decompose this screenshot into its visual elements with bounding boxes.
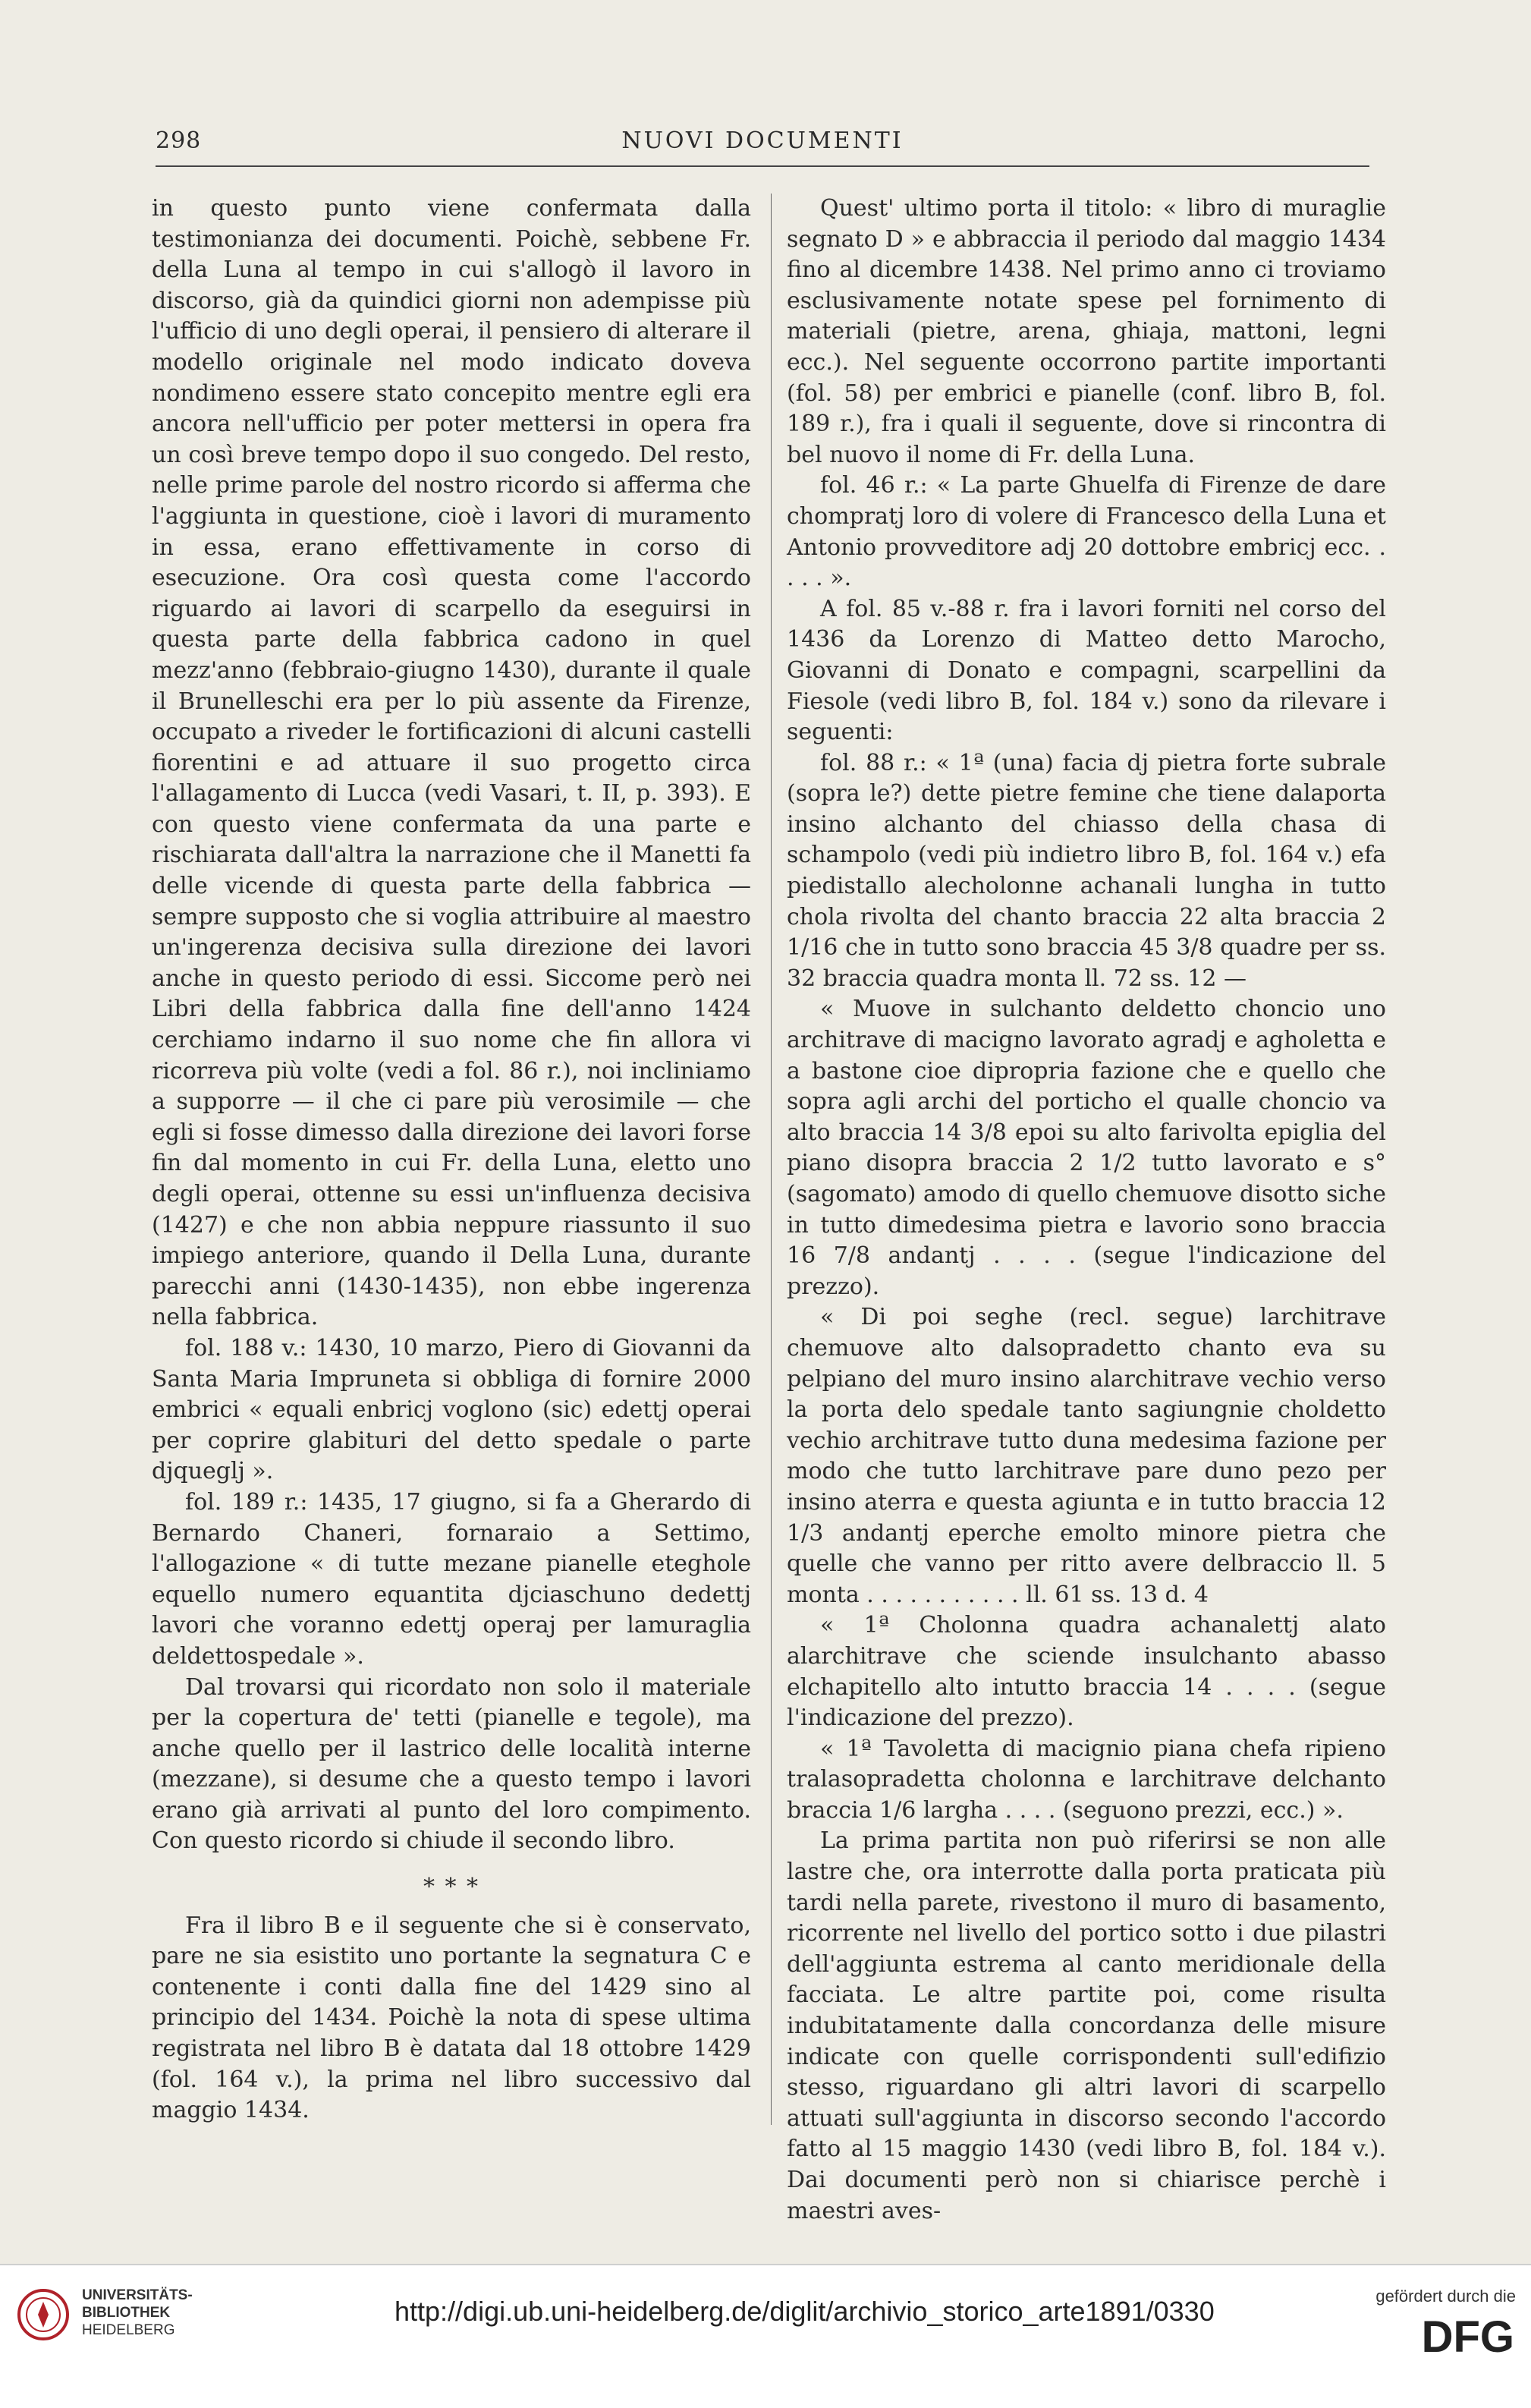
paragraph: Dal trovarsi qui ricordato non solo il materiale per la copertura de' tetti (pianelle e tegole), ma anche quello per il lastrico delle località interne (mezzane), si desume che a questo tempo i lavori erano già arrivati al punto del loro compimento. Con questo ricordo si chiude il secondo libro. [152, 1673, 751, 1855]
library-name-line: HEIDELBERG [82, 2322, 175, 2338]
paragraph: « 1ª Cholonna quadra achanalettj alato alarchitrave che sciende insulchanto abasso elchapitello alto intutto braccia 14 . . . . (segue l'indicazione del prezzo). [787, 1612, 1386, 1732]
paragraph: « Di poi seghe (recl. segue) larchitrave chemuove alto dalsopradetto chanto eva su pelpiano del muro insino alarchitrave vechio verso la porta delo spedale tanto sagiungnie choldetto vechio architrave tutto duna medesima fazione per modo che tutto larchitrave pare duno pezo per insino aterra e questa agiunta e in tutto braccia 12 1/3 andantj eperche emolto minore pietra che quelle che vanno per ritto avere delbraccio ll. 5 monta . . . . . . . . . . . ll. 61 ss. 13 d. 4 [787, 1304, 1386, 1608]
paragraph: fol. 46 r.: « La parte Ghuelfa di Firenze de dare chompratj loro di volere di Francesco della Luna et Antonio provveditore adj 20 dottobre embricj ecc. . . . . ». [787, 472, 1386, 592]
dfg-logo-icon [1394, 2312, 1516, 2358]
sponsor-block [1375, 2287, 1516, 2361]
paragraph: « Muove in sulchanto deldetto choncio uno architrave di macigno lavorato agradj e agholetta e a bastone cioe dipropria fazione che e quello che sopra agli archi del porticho el qualle choncio va alto braccia 14 3/8 epoi su alto farivolta epiglia del piano disopra braccia 2 1/2 tutto lavorato e s° (sagomato) amodo di quello chemuove disotto siche in tutto dimedesima pietra e lavorio sono braccia 16 7/8 andantj . . . . (segue l'indicazione del prezzo). [787, 996, 1386, 1300]
university-seal-icon [17, 2288, 70, 2341]
paragraph: in questo punto viene confermata dalla testimonianza dei documenti. Poichè, sebbene Fr. della Luna al tempo in cui s'allogò il lavoro in discorso, già da quindici giorni non adempisse più l'ufficio di uno degli operai, il pensiero di alterare il modello originale nel modo indicato doveva nondimeno essere stato concepito mentre egli era ancora nell'ufficio per poter mettersi in opera fra un così breve tempo dopo il suo congedo. Del resto, nelle prime parole del nostro ricordo si afferma che l'aggiunta in questione, cioè i lavori di muramento in essa, erano effettivamente in corso di esecuzione. Ora così questa come l'accordo riguardo ai lavori di scarpello da eseguirsi in questa parte della fabbrica cadono in quel mezz'anno (febbraio-giugno 1430), durante il quale il Brunelleschi era per lo più assente da Firenze, occupato a riveder le fortificazioni di alcuni castelli fiorentini e ad attuare il suo progetto circa l'allagamento di Lucca (vedi Vasari, t. II, p. 393). E con questo viene confermata da una parte e rischiarata dall'altra la narrazione che il Manetti fa delle vicende di questa parte della fabbrica — sempre supposto che si voglia attribuire al maestro un'ingerenza decisiva sulla direzione dei lavori anche in questo periodo di essi. Siccome però nei Libri della fabbrica dalla fine dell'anno 1424 cerchiamo indarno il suo nome che fin allora vi ricorreva più volte (vedi a fol. 86 r.), noi incliniamo a supporre — il che ci pare più verosimile — che egli si fosse dimesso dalla direzione dei lavori forse fin dal momento in cui Fr. della Luna, eletto uno degli operai, ottenne su essi un'influenza decisiva (1427) e che non abbia neppure riassunto il suo impiego anteriore, quando il Della Luna, durante parecchi anni (1430-1435), non ebbe ingerenza nella fabbrica. [152, 195, 751, 1331]
paragraph: fol. 189 r.: 1435, 17 giugno, si fa a Gherardo di Bernardo Chaneri, fornaraio a Settimo, l'allogazione « di tutte mezane pianelle eteghole equello numero equantita djciaschuno dedettj lavori che voranno edettj operaj per lamuraglia deldettospedale ». [152, 1488, 751, 1670]
right-column [787, 194, 1386, 2227]
sponsor-text: gefördert durch die [1375, 2287, 1516, 2306]
paragraph: A fol. 85 v.-88 r. fra i lavori forniti nel corso del 1436 da Lorenzo di Matteo detto Marocho, Giovanni di Donato e compagni, scarpellini da Fiesole (vedi libro B, fol. 184 v.) sono da rilevare i seguenti: [787, 595, 1386, 746]
library-name-line: BIBLIOTHEK [82, 2305, 171, 2321]
paragraph: Fra il libro B e il seguente che si è conservato, pare ne sia esistito uno portante la segnatura C e contenente i conti dalla fine del 1429 sino al principio del 1434. Poichè la nota di spese ultima registrata nel libro B è datata dal 18 ottobre 1429 (fol. 164 v.), la prima nel libro successivo dal maggio 1434. [152, 1912, 751, 2124]
permalink-url[interactable]: http://digi.ub.uni-heidelberg.de/diglit/archivio_storico_arte1891/0330 [395, 2296, 1215, 2327]
library-name-line: UNIVERSITÄTS- [82, 2287, 193, 2303]
left-column [152, 194, 751, 2126]
dfg-logo-text: DFG [1421, 2312, 1514, 2358]
library-name [82, 2287, 193, 2339]
paragraph: fol. 188 v.: 1430, 10 marzo, Piero di Giovanni da Santa Maria Impruneta si obbliga di fornire 2000 embrici « equali enbricj voglono (sic) edettj operai per coprire glabituri del detto spedale o parte djqueglj ». [152, 1334, 751, 1485]
running-title: NUOVI DOCUMENTI [621, 127, 904, 154]
digitization-footer [0, 2264, 1531, 2408]
section-separator: * * * [423, 1874, 480, 1901]
paragraph: Quest' ultimo porta il titolo: « libro di muraglie segnato D » e abbraccia il periodo dal maggio 1434 fino al dicembre 1438. Nel primo anno ci troviamo esclusivamente notate spese pel fornimento di materiali (pietre, arena, ghiaja, mattoni, legni ecc.). Nel seguente occorrono partite importanti (fol. 58) per embrici e pianelle (conf. libro B, fol. 189 r.), fra i quali il seguente, dove si rincontra di bel nuovo il nome di Fr. della Luna. [787, 195, 1386, 468]
column-divider [771, 194, 772, 2125]
paragraph: La prima partita non può riferirsi se non alle lastre che, ora interrotte dalla porta praticata più tardi nella parete, rivestono il muro di basamento, ricorrente nel livello del portico sotto i due pilastri dell'aggiunta estrema al canto meridionale della facciata. Le altre partite poi, come risulta indubitatamente dalla concordanza delle misure indicate con quelle corrispondenti sull'edifizio stesso, riguardano gli altri lavori di scarpello attuati sull'aggiunta in discorso secondo l'accordo fatto al 15 maggio 1430 (vedi libro B, fol. 184 v.). Dai documenti però non si chiarisce perchè i maestri aves- [787, 1827, 1386, 2224]
page-number: 298 [156, 127, 202, 154]
header-rule [156, 165, 1369, 167]
paragraph: fol. 88 r.: « 1ª (una) facia dj pietra forte subrale (sopra le?) dette pietre femine che tiene dalaporta insino alchanto del chiasso della chasa di schampolo (vedi più indietro libro B, fol. 164 v.) efa piedistallo alecholonne achanali lungha in tutto chola rivolta del chanto braccia 22 alta braccia 2 1/16 che in tutto sono braccia 45 3/8 quadre per ss. 32 braccia quadra monta ll. 72 ss. 12 — [787, 749, 1386, 992]
paragraph: « 1ª Tavoletta di macignio piana chefa ripieno tralasopradetta cholonna e larchitrave delchanto braccia 1/6 largha . . . . (seguono prezzi, ecc.) ». [787, 1735, 1386, 1824]
